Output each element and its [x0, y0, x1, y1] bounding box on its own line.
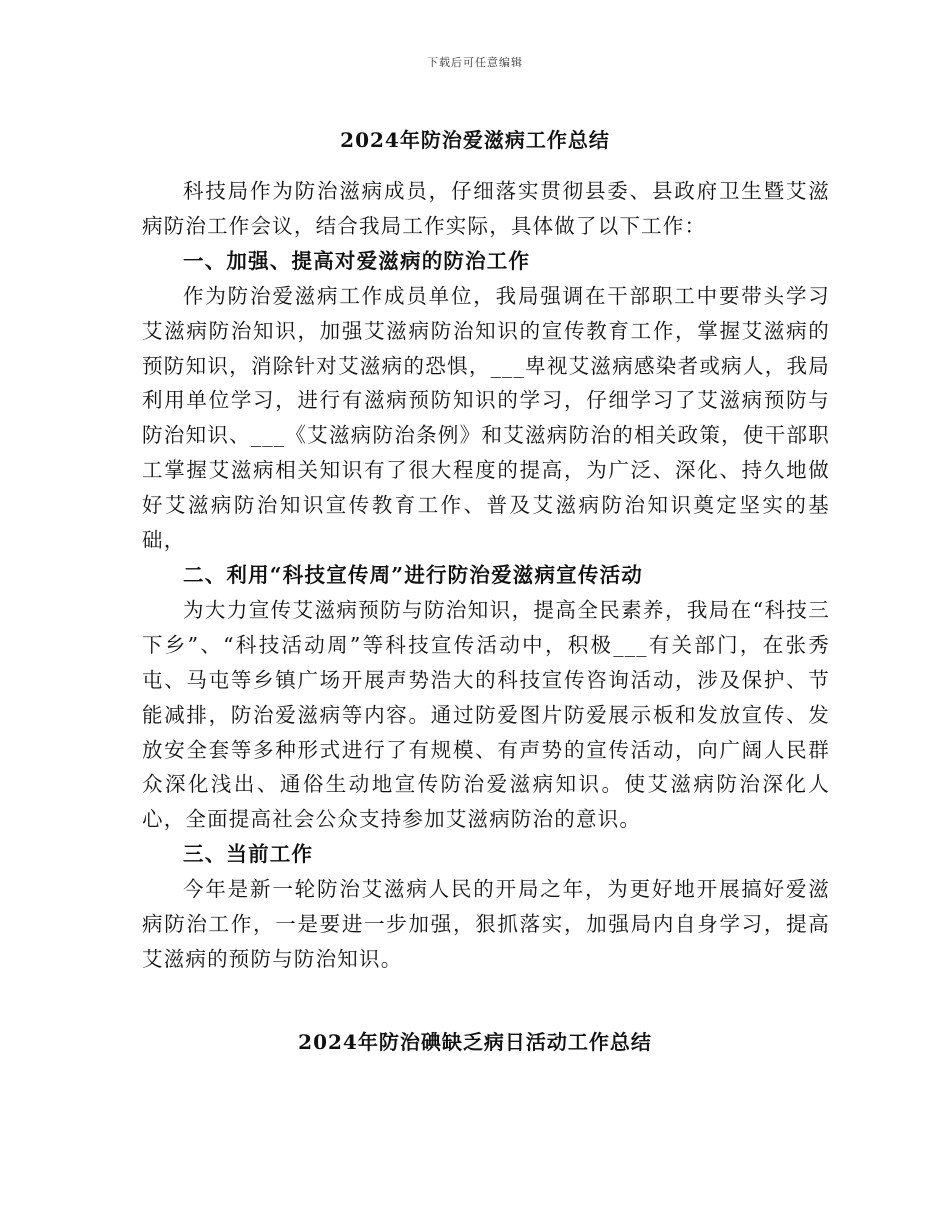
intro-paragraph: 科技局作为防治滋病成员，仔细落实贯彻县委、县政府卫生暨艾滋病防治工作会议，结合我局工作实际，具体做了以下工作：: [142, 179, 830, 238]
section-3-paragraph: 今年是新一轮防治艾滋病人民的开局之年，为更好地开展搞好爱滋病防治工作，一是要进一步加强，狠抓落实，加强局内自身学习，提高艾滋病的预防与防治知识。: [142, 877, 830, 971]
section-3-heading: 三、当前工作: [183, 842, 314, 867]
next-document-title: 2024年防治碘缺乏病日活动工作总结: [298, 1030, 652, 1054]
document-body: [142, 174, 830, 977]
section-2-heading: 二、利用“科技宣传周”进行防治爱滋病宣传活动: [183, 562, 643, 587]
section-1-paragraph: 作为防治爱滋病工作成员单位，我局强调在干部职工中要带头学习艾滋病防治知识，加强艾滋病防治知识的宣传教育工作，掌握艾滋病的预防知识，消除针对艾滋病的恐惧，___卑视艾滋病感染者或病人，我局利用单位学习，进行有滋病预防知识的学习，仔细学习了艾滋病预防与防治知识、___《艾滋病防治条例》和艾滋病防治的相关政策，使干部职工掌握艾滋病相关知识有了很大程度的提高，为广泛、深化、持久地做好艾滋病防治知识宣传教育工作、普及艾滋病防治知识奠定坚实的基础，: [142, 283, 830, 553]
document-title: 2024年防治爱滋病工作总结: [340, 128, 610, 152]
section-1-heading: 一、加强、提高对爱滋病的防治工作: [183, 248, 531, 273]
header-note: 下载后可任意编辑: [427, 56, 523, 69]
section-2-paragraph: 为大力宣传艾滋病预防与防治知识，提高全民素养，我局在“科技三下乡”、“科技活动周”等科技宣传活动中，积极___有关部门，在张秀屯、马屯等乡镇广场开展声势浩大的科技宣传咨询活动，涉及保护、节能减排，防治爱滋病等内容。通过防爱图片防爱展示板和发放宣传、发放安全套等多种形式进行了有规模、有声势的宣传活动，向广阔人民群众深化浅出、通俗生动地宣传防治爱滋病知识。使艾滋病防治深化人心，全面提高社会公众支持参加艾滋病防治的意识。: [142, 597, 830, 832]
